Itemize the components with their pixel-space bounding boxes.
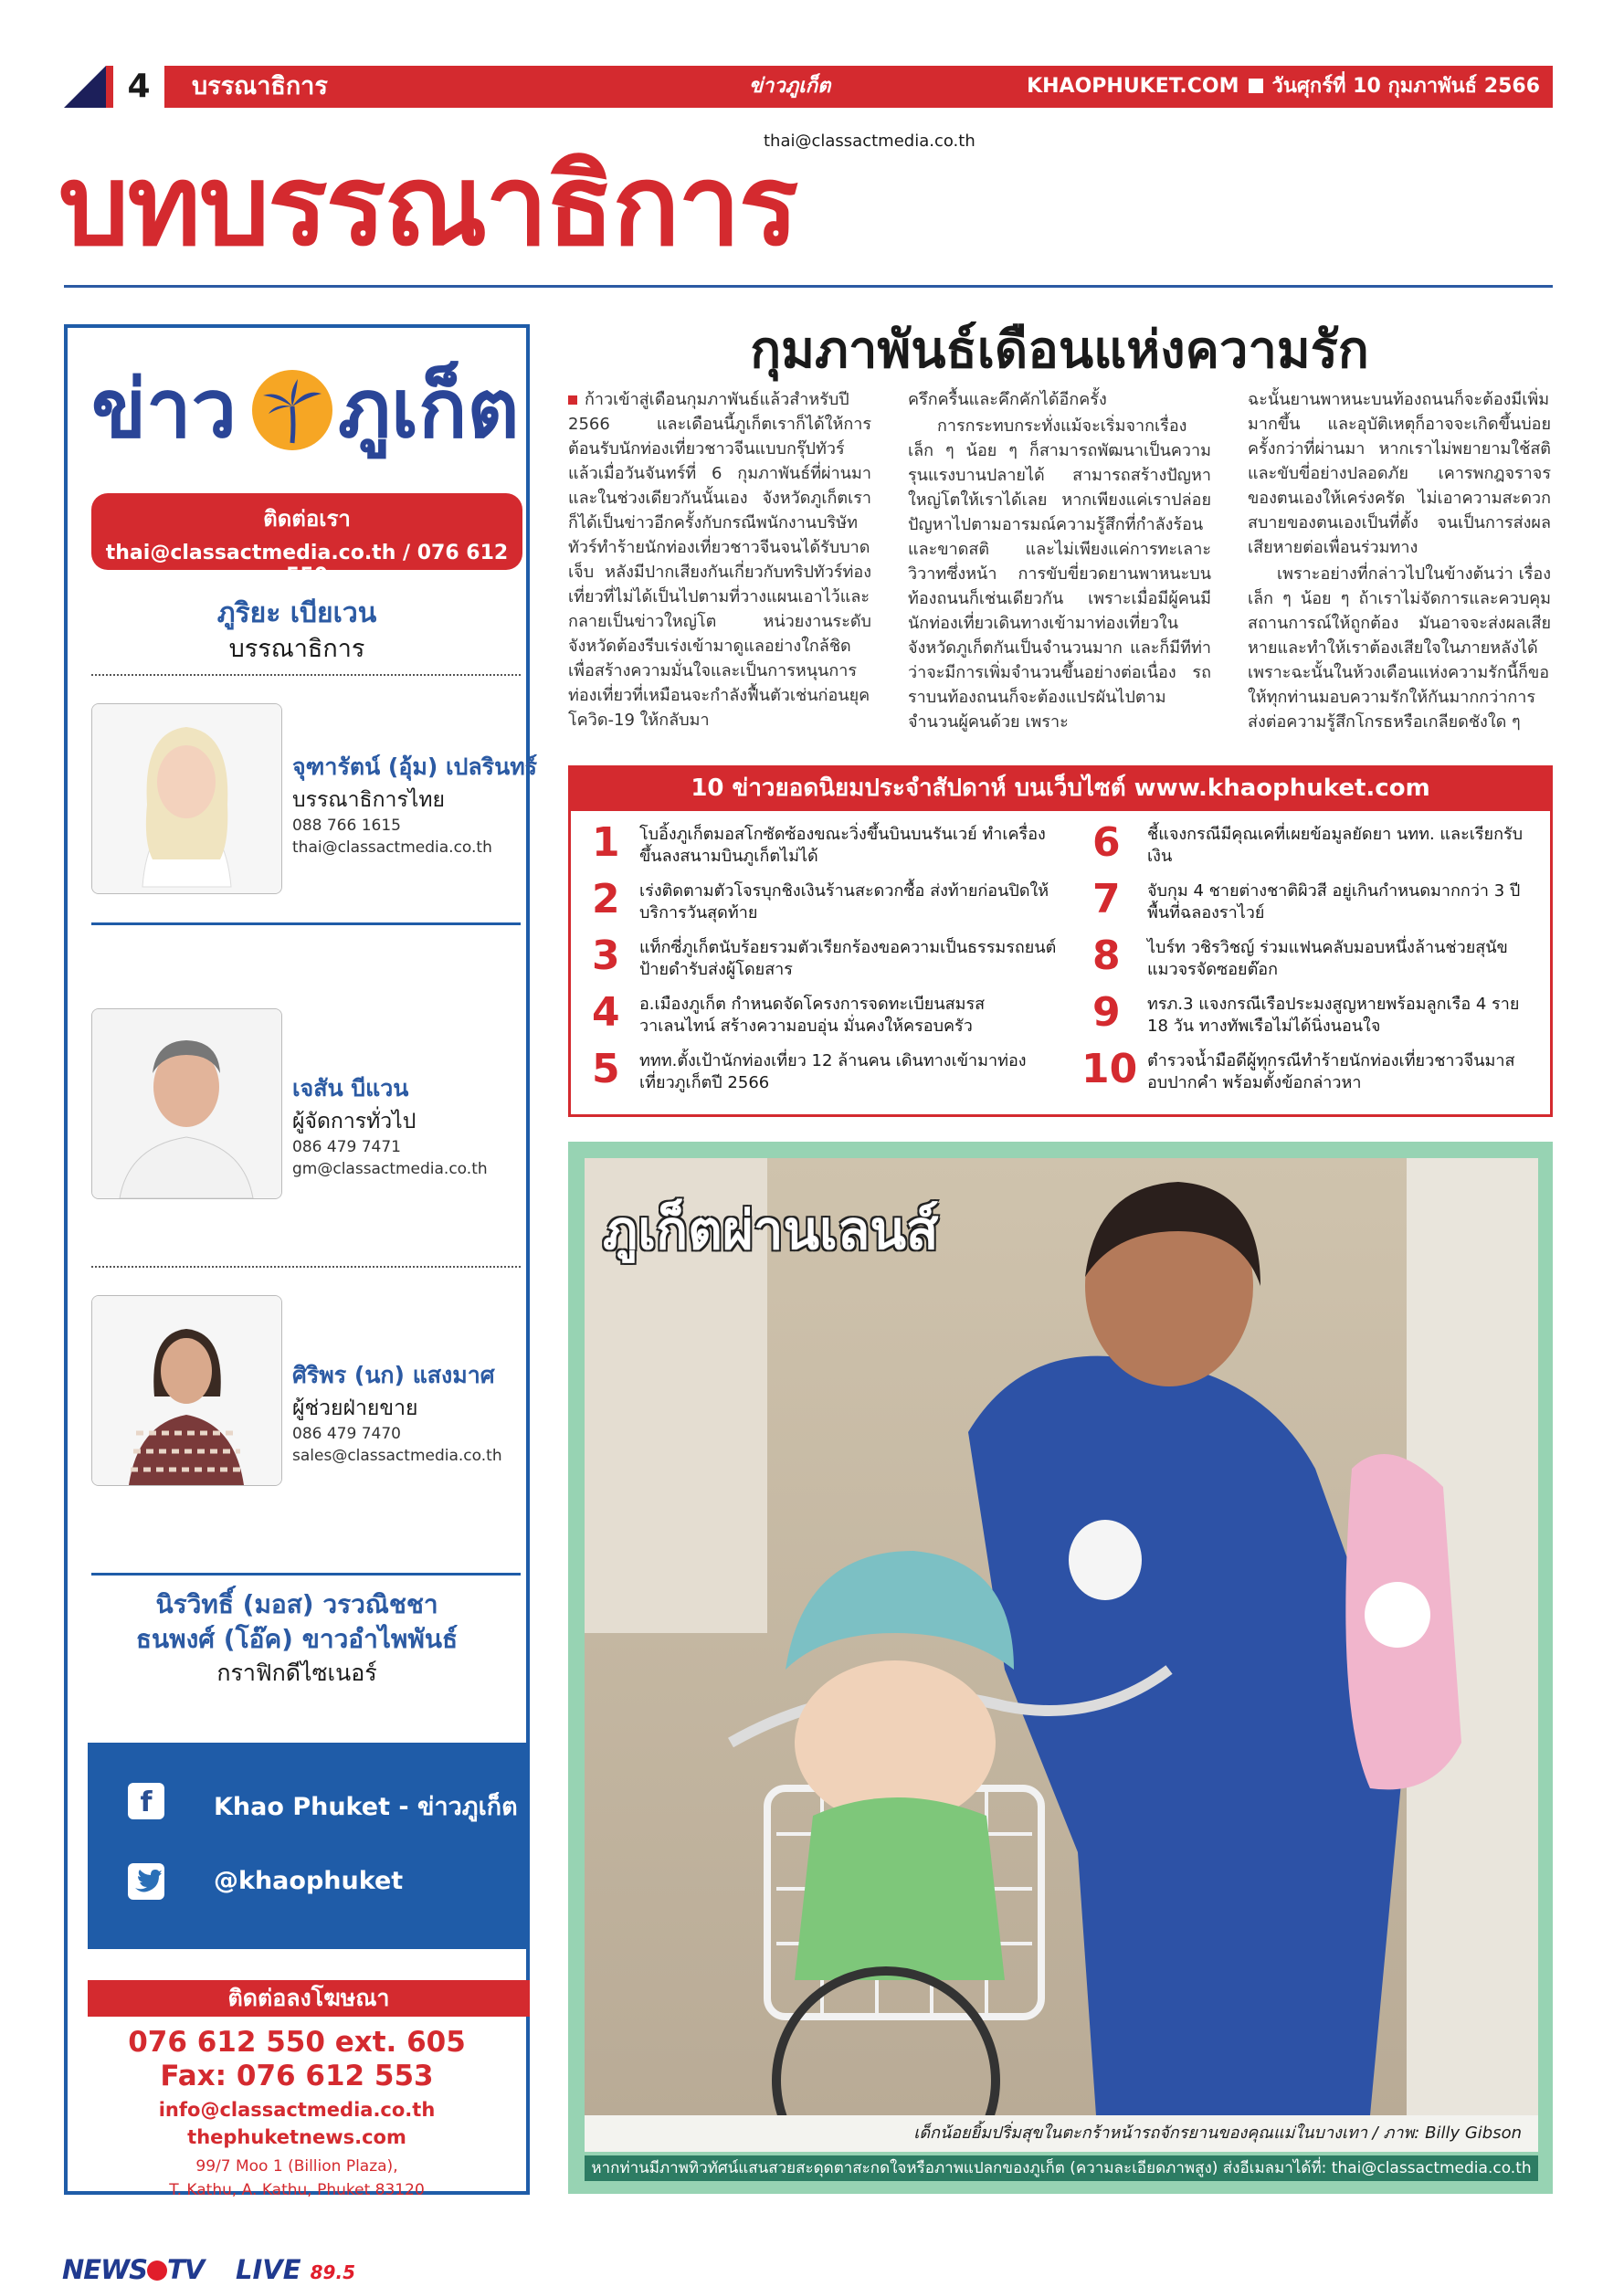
top10-number: 10 <box>1081 1046 1138 1092</box>
square-bullet-icon <box>568 395 577 405</box>
advertise-website[interactable]: thephuketnews.com <box>187 2126 406 2148</box>
staff-name: ศิริพร (นก) แสงมาศ <box>292 1362 495 1388</box>
corner-logo <box>64 66 106 108</box>
issue-date: วันศุกร์ที่ 10 กุมภาพันธ์ 2566 <box>1271 75 1540 98</box>
editor-role: บรรณาธิการ <box>228 635 365 663</box>
twitter-icon[interactable] <box>128 1863 164 1900</box>
top10-heading: 10 ข่าวยอดนิยมประจำสัปดาห์ บนเว็บไซต์ www.khaophuket.com <box>568 765 1553 811</box>
designer-name: นิรวิทธิ์ (มอส) วรวณิชชา <box>155 1589 438 1619</box>
staff-email[interactable]: thai@classactmedia.co.th <box>292 838 492 857</box>
designers-credit <box>64 1587 530 1690</box>
divider <box>91 1266 521 1268</box>
site-name: KHAOPHUKET.COM <box>1027 75 1239 98</box>
editor-name: ภูริยะ เบียเวน <box>216 597 377 629</box>
designer-name: ธนพงศ์ (โอ๊ค) ขาวอำไพพันธ์ <box>135 1624 459 1654</box>
top10-item[interactable]: จับกุม 4 ชายต่างชาติผิวสี อยู่เกินกำหนดมากกว่า 3 ปี พื้นที่ฉลองราไวย์ <box>1147 881 1521 922</box>
editorial-paragraph: เพราะอย่างที่กล่าวไปในข้างต้นว่า เรื่องเล็ก ๆ น้อย ๆ ถ้าเราไม่จัดการและควบคุมสถานการณ์ให้ถูกต้อง มันอาจจะส่งผลเสียหายและทำให้เราต้องเสียใจในภายหลังได้ เพราะฉะนั้นในห้วงเดือนแห่งความรักนี้ก็ขอให้ทุกท่านมอบความรักให้กันมากกว่าการส่งต่อความรู้สึกโกรธหรือเกลียดชังใด ๆ <box>1248 564 1551 732</box>
top10-item[interactable]: ชี้แจงกรณีมีคุณเคที่เผยข้อมูลยัดยา นทท. และเรียกรับเงิน <box>1147 825 1524 866</box>
staff-role: ผู้ช่วยฝ่ายขาย <box>292 1396 418 1420</box>
divider <box>91 674 521 676</box>
advertise-address: T. Kathu, A. Kathu, Phuket 83120 <box>169 2181 425 2199</box>
editorial-paragraph: ครึกครื้นและคึกคักได้อีกครั้ง <box>908 390 1107 409</box>
palm-sun-icon <box>252 370 332 450</box>
staff-phone: 086 479 7470 <box>292 1425 401 1443</box>
editorial-headline: กุมภาพันธ์เดือนแห่งความรัก <box>750 321 1369 380</box>
top10-number: 3 <box>592 933 620 979</box>
feature-note: หากท่านมีภาพทิวทัศน์แสนสวยสะดุดตาสะกดใจหรือภาพแปลกของภูเก็ต (ความละเอียดภาพสูง) ส่งอีเมลมาได้ที่: thai@classactmedia.co.th <box>585 2155 1538 2181</box>
divider <box>91 1573 521 1576</box>
advertise-address: 99/7 Moo 1 (Billion Plaza), <box>195 2157 398 2176</box>
page-title: บทบรรณาธิการ <box>58 141 797 270</box>
news-tv-logo: NEWS TV <box>62 2254 205 2285</box>
section-name: บรรณาธิการ <box>192 72 328 100</box>
masthead-logo: ข่าวภูเก็ต <box>749 75 831 98</box>
contact-line[interactable]: thai@classactmedia.co.th / 076 612 550 <box>105 542 509 587</box>
title-rule <box>64 285 1553 288</box>
advertise-email[interactable]: info@classactmedia.co.th <box>158 2099 436 2121</box>
designer-role: กราฟิกดีไซเนอร์ <box>216 1660 377 1686</box>
editorial-paragraph: การกระทบกระทั่งแม้จะเริ่มจากเรื่องเล็ก ๆ น้อย ๆ ก็สามารถพัฒนาเป็นความรุนแรงบานปลายได้ สามารถสร้างปัญหาใหญ่โตให้เราได้เลย หากเพียงแค่เราปล่อยปัญหาไปตามอารมณ์ความรู้สึกที่กำลังร้อนและขาดสติ และไม่เพียงแค่การทะเลาะวิวาทซึ่งหน้า การขับขี่ยวดยานพาหนะบนท้องถนนก็เช่นเดียวกัน เพราะเมื่อมีผู้คนมีนักท่องเที่ยวเดินทางเข้ามาท่องเที่ยวในจังหวัดภูเก็ตกันเป็นจำนวนมาก และก็มีทีท่าว่าจะมีการเพิ่มจำนวนขึ้นอย่างต่อเนื่อง รถราบนท้องถนนก็จะต้องแปรผันไปตามจำนวนผู้คนด้วย เพราะ <box>908 416 1211 732</box>
divider <box>91 922 521 925</box>
staff-role: บรรณาธิการไทย <box>292 788 445 812</box>
staff-photo <box>91 703 282 894</box>
square-separator-icon <box>1249 79 1263 93</box>
brand-logo-left: ข่าว <box>91 362 237 456</box>
staff-email[interactable]: sales@classactmedia.co.th <box>292 1447 502 1465</box>
page-email[interactable]: thai@classactmedia.co.th <box>764 132 975 151</box>
radio-frequency: 89.5 <box>310 2261 355 2283</box>
staff-photo <box>91 1008 282 1199</box>
advertise-heading: ติดต่อลงโฆษณา <box>88 1980 530 2017</box>
top10-item[interactable]: เร่งติดตามตัวโจรบุกชิงเงินร้านสะดวกซื้อ ส่งท้ายก่อนปิดให้บริการวันสุดท้าย <box>639 881 1049 922</box>
editorial-column <box>568 387 871 734</box>
facebook-link[interactable]: Khao Phuket - ข่าวภูเก็ต <box>214 1793 518 1821</box>
feature-photo <box>585 1158 1538 2115</box>
top10-number: 2 <box>592 876 620 922</box>
advertise-phone: 076 612 550 ext. 605 <box>128 2026 466 2059</box>
feature-title: ภูเก็ตผ่านเลนส์ <box>603 1199 939 1261</box>
brand-logo <box>91 359 520 459</box>
photo-caption: เด็กน้อยยิ้มปริ่มสุขในตะกร้าหน้ารถจักรยานของคุณแม่ในบางเทา / ภาพ: Billy Gibson <box>585 2115 1538 2152</box>
header-date <box>1027 66 1540 108</box>
staff-name: จุฑารัตน์ (อุ้ม) เปลรินทร์ <box>292 754 538 780</box>
top10-item[interactable]: โบอิ้งภูเก็ตมอสโกซัดซ้องขณะวิ่งขึ้นบินบนรันเวย์ ทำเครื่องขึ้นลงสนามบินภูเก็ตไม่ได้ <box>639 825 1046 866</box>
top10-item[interactable]: ไบร์ท วชิรวิชญ์ ร่วมแฟนคลับมอบหนึ่งล้านช่วยสุนัขแมวจรจัดซอยต๊อก <box>1147 938 1508 979</box>
brand-logo-right: ภูเก็ต <box>338 362 520 456</box>
contact-box <box>91 493 522 587</box>
top10-item[interactable]: ททท.ตั้งเป้านักท่องเที่ยว 12 ล้านคน เดินทางเข้ามาท่องเที่ยวภูเก็ตปี 2566 <box>639 1051 1027 1092</box>
top10-number: 6 <box>1092 819 1121 866</box>
top10-number: 7 <box>1092 876 1121 922</box>
staff-role: ผู้จัดการทั่วไป <box>292 1110 417 1133</box>
advertise-fax: Fax: 076 612 553 <box>160 2060 434 2092</box>
news-tv-dot-icon <box>147 2261 167 2281</box>
editorial-column <box>908 387 1211 736</box>
top10-item[interactable]: ตำรวจน้ำมือดีผู้ทุกรณีทำร้ายนักท่องเที่ยวชาวจีนมาสอบปากคำ พร้อมตั้งข้อกล่าวหา <box>1147 1051 1515 1092</box>
top10-item[interactable]: ทรภ.3 แจงกรณีเรือประมงสูญหายพร้อมลูกเรือ 4 ราย 18 วัน ทางทัพเรือไม่ได้นิ่งนอนใจ <box>1147 995 1520 1036</box>
social-box <box>88 1743 530 1949</box>
top10-item[interactable]: อ.เมืองภูเก็ต กำหนดจัดโครงการจดทะเบียนสมรสวาเลนไทน์ สร้างความอบอุ่น มั่นคงให้ครอบครัว <box>639 995 986 1036</box>
editorial-paragraph: ฉะนั้นยานพาหนะบนท้องถนนก็จะต้องมีเพิ่มมากขึ้น และอุบัติเหตุก็อาจจะเกิดขึ้นบ่อยครั้งกว่าที่ผ่านมา หากเราไม่พยายามใช้สติและขับขี่อย่างปลอดภัย เคารพกฎจราจรของตนเองให้เคร่งครัด ไม่เอาความสะดวกสบายของตนเองเป็นที่ตั้ง จนเป็นการส่งผลเสียหายต่อเพื่อนร่วมทาง <box>1248 390 1551 557</box>
staff-phone: 086 479 7471 <box>292 1138 401 1156</box>
staff-email[interactable]: gm@classactmedia.co.th <box>292 1160 488 1178</box>
top10-number: 9 <box>1092 989 1121 1036</box>
live-radio-logo: LIVE 89.5 <box>236 2254 355 2285</box>
top10-number: 5 <box>592 1046 620 1092</box>
top10-number: 1 <box>592 819 620 866</box>
contact-label: ติดต่อเรา <box>263 506 351 532</box>
staff-photo <box>91 1295 282 1486</box>
top10-item[interactable]: แท็กซี่ภูเก็ตนับร้อยรวมตัวเรียกร้องขอความเป็นธรรมรถยนต์ป้ายดำรับส่งผู้โดยสาร <box>639 938 1057 979</box>
top10-number: 4 <box>592 989 620 1036</box>
top10-number: 8 <box>1092 933 1121 979</box>
editorial-paragraph: ก้าวเข้าสู่เดือนกุมภาพันธ์แล้วสำหรับปี 2566 และเดือนนี้ภูเก็ตเราก็ได้ให้การต้อนรับนักท่องเที่ยวชาวจีนแบบกรุ๊ปทัวร์แล้วเมื่อวันจันทร์ที่ 6 กุมภาพันธ์ที่ผ่านมา และในช่วงเดียวกันนั้นเอง จังหวัดภูเก็ตเราก็ได้เป็นข่าวอีกครั้งกับกรณีพนักงานบริษัททัวร์ทำร้ายนักท่องเที่ยวชาวจีนจนได้รับบาดเจ็บ หลังมีปากเสียงกันเกี่ยวกับทริปทัวร์ท่องเที่ยวที่ไม่ได้เป็นไปตามที่วางแผนเอาไว้และกลายเป็นข่าวใหญ่โต หน่วยงานระดับจังหวัดต้องรีบเร่งเข้ามาดูแลอย่างใกล้ชิด เพื่อสร้างความมั่นใจและเป็นการหนุนการท่องเที่ยวที่เหมือนจะกำลังฟื้นตัวเช่นก่อนยุคโควิด-19 ให้กลับมา <box>568 390 871 730</box>
page-number: 4 <box>113 66 164 108</box>
staff-phone: 088 766 1615 <box>292 817 401 835</box>
facebook-icon[interactable]: f <box>128 1783 164 1819</box>
editorial-column <box>1248 387 1551 736</box>
staff-name: เจสัน บีแวน <box>292 1075 409 1101</box>
twitter-link[interactable]: @khaophuket <box>214 1867 404 1895</box>
